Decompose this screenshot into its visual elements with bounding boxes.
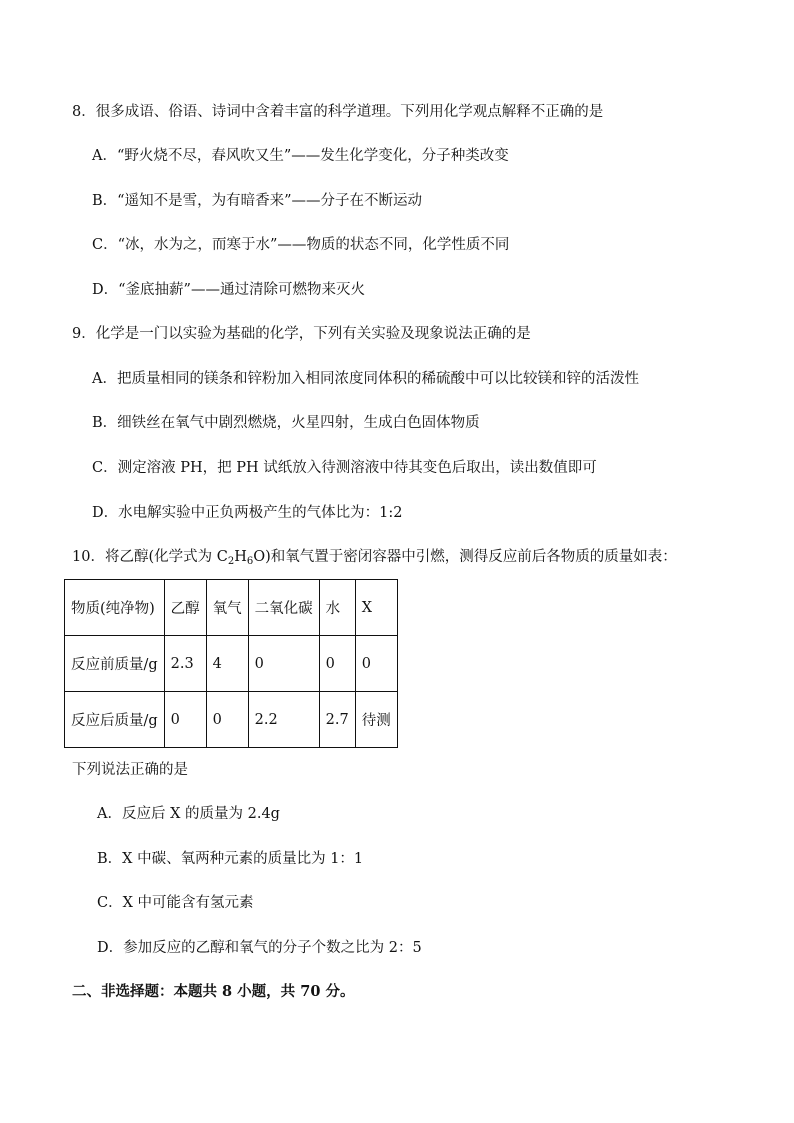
table-header-row [65, 580, 398, 636]
question-8-option-b: B．“遥知不是雪，为有暗香来”——分子在不断运动 [92, 193, 422, 209]
table-cell: 2.3 [164, 636, 206, 692]
question-9-option-b: B．细铁丝在氧气中剧烈燃烧，火星四射，生成白色固体物质 [92, 415, 480, 431]
question-10-option-c: C．X 中可能含有氢元素 [97, 895, 254, 911]
table-cell: 0 [164, 692, 206, 748]
question-10-option-b: B．X 中碳、氧两种元素的质量比为 1：1 [97, 851, 364, 867]
question-9-option-a: A．把质量相同的镁条和锌粉加入相同浓度同体积的稀硫酸中可以比较镁和锌的活泼性 [92, 371, 639, 387]
question-9-stem: 9．化学是一门以实验为基础的化学，下列有关实验及现象说法正确的是 [72, 326, 531, 342]
table-cell: 2.2 [248, 692, 319, 748]
question-8-stem: 8．很多成语、俗语、诗词中含着丰富的科学道理。下列用化学观点解释不正确的是 [72, 104, 604, 120]
question-8-option-d: D．“釜底抽薪”——通过清除可燃物来灭火 [92, 282, 365, 298]
table-cell: 反应前质量/g [65, 636, 165, 692]
question-10-option-d: D．参加反应的乙醇和氧气的分子个数之比为 2：5 [97, 940, 422, 956]
question-8-option-c: C．“冰，水为之，而寒于水”——物质的状态不同，化学性质不同 [92, 237, 510, 253]
question-10-prompt: 下列说法正确的是 [72, 762, 188, 778]
table-cell: 0 [355, 636, 397, 692]
question-9-option-d: D．水电解实验中正负两极产生的气体比为：1:2 [92, 505, 403, 521]
question-9-option-c: C．测定溶液 PH，把 PH 试纸放入待测溶液中待其变色后取出，读出数值即可 [92, 460, 597, 476]
table-cell: 0 [206, 692, 248, 748]
table-header-cell: 乙醇 [164, 580, 206, 636]
table-cell: 反应后质量/g [65, 692, 165, 748]
table-header-cell: 氧气 [206, 580, 248, 636]
table-header-cell: 水 [319, 580, 355, 636]
table-cell: 4 [206, 636, 248, 692]
question-8-option-a: A．“野火烧不尽，春风吹又生”——发生化学变化，分子种类改变 [92, 148, 509, 164]
table-header-cell: X [355, 580, 397, 636]
table-cell: 0 [319, 636, 355, 692]
table-header-cell: 二氧化碳 [248, 580, 319, 636]
mass-table [64, 579, 398, 748]
table-cell: 待测 [355, 692, 397, 748]
question-10-option-a: A．反应后 X 的质量为 2.4g [97, 806, 280, 822]
table-cell: 0 [248, 636, 319, 692]
table-row [65, 692, 398, 748]
table-header-cell: 物质(纯净物) [65, 580, 165, 636]
section-2-heading: 二、非选择题：本题共 8 小题，共 70 分。 [72, 983, 355, 1000]
table-cell: 2.7 [319, 692, 355, 748]
table-row [65, 636, 398, 692]
question-10-stem: 10．将乙醇(化学式为 $C_2H_6O$)和氧气置于密闭容器中引燃，测得反应前后各物质的质量如表： [72, 549, 677, 567]
